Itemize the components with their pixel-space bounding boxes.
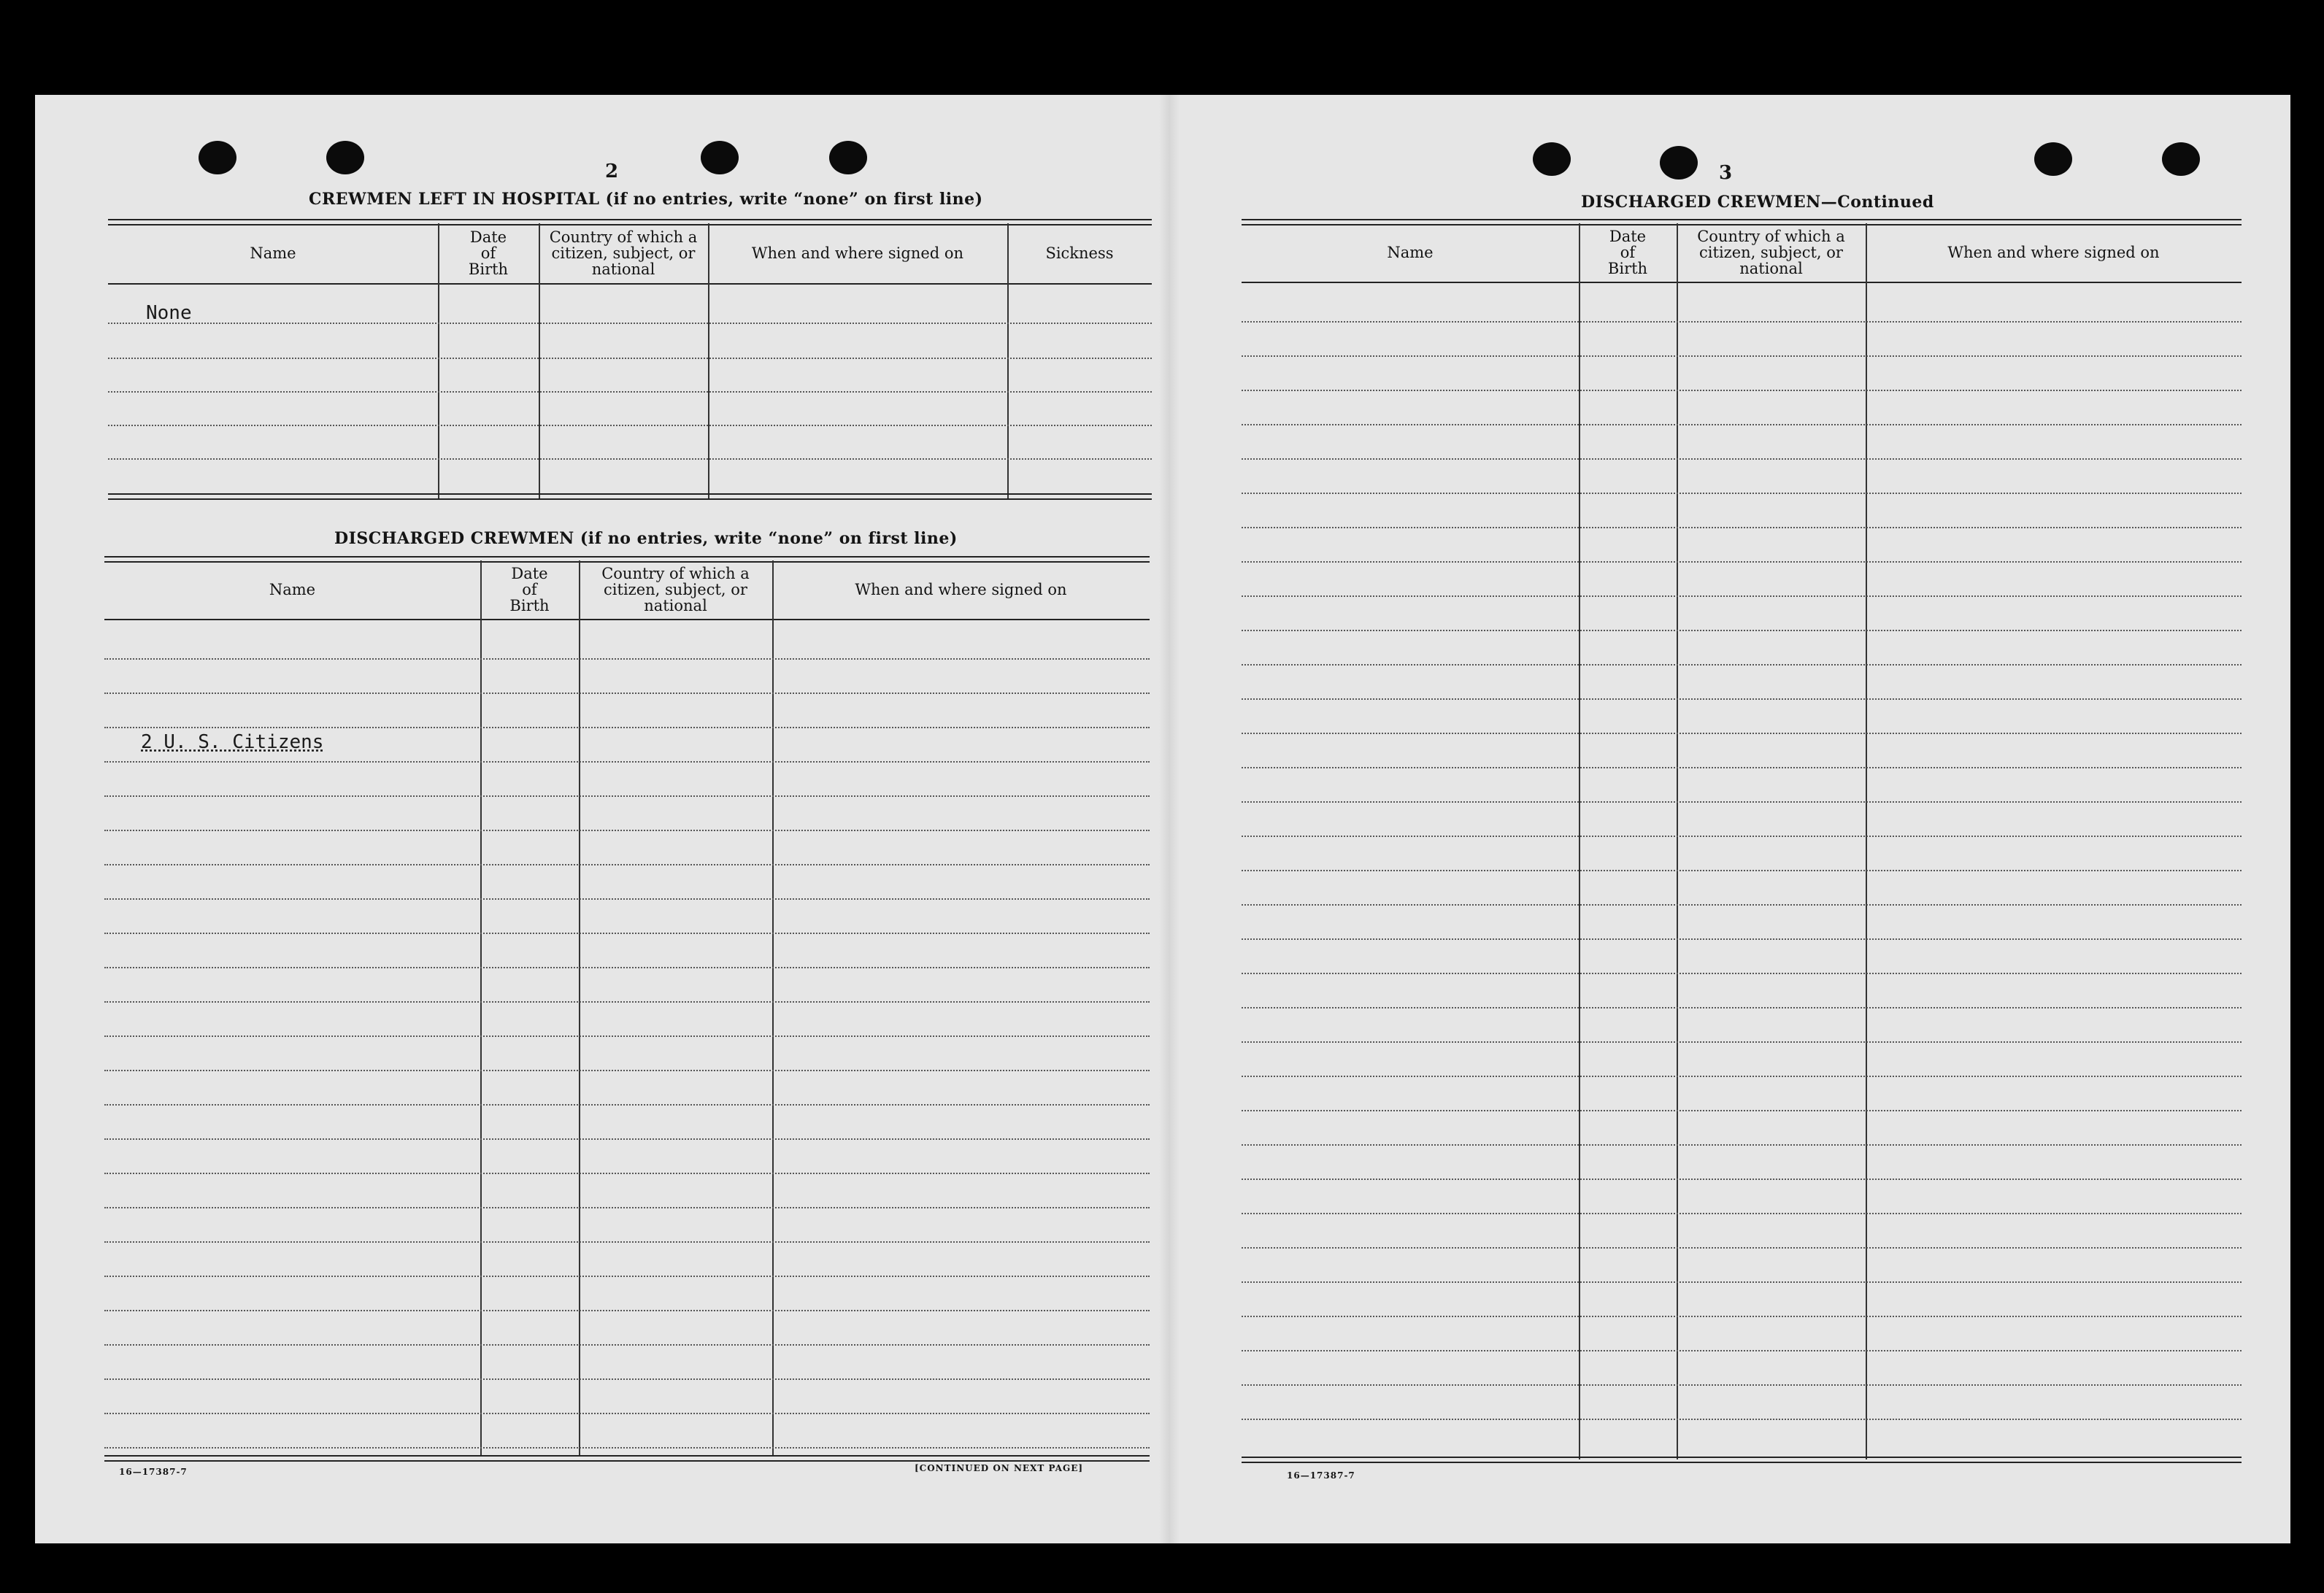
form-number: 16—17387-7 xyxy=(119,1467,188,1477)
row-line xyxy=(1242,938,2242,940)
row-line xyxy=(1242,1247,2242,1249)
punch-hole xyxy=(1660,146,1698,180)
left-page xyxy=(35,95,1159,1543)
row-line xyxy=(1242,801,2242,803)
row-line xyxy=(104,1138,1150,1140)
punch-hole xyxy=(2034,142,2072,176)
hospital-section-title: CREWMEN LEFT IN HOSPITAL (if no entries, write “none” on first line) xyxy=(309,190,983,209)
discharged-continued-table xyxy=(1242,219,2242,1474)
row-line xyxy=(104,1207,1150,1208)
row-line xyxy=(104,1344,1150,1346)
col-header-country: Country of which a citizen, subject, or national xyxy=(1697,228,1845,277)
column-divider xyxy=(480,560,482,1457)
header-rule xyxy=(104,619,1150,620)
row-line xyxy=(1242,1350,2242,1351)
column-divider xyxy=(772,560,774,1457)
row-line xyxy=(1242,321,2242,323)
row-line xyxy=(1242,1281,2242,1283)
page-number: 3 xyxy=(1718,162,1733,184)
row-line xyxy=(104,898,1150,900)
table-bottom-rule xyxy=(1242,1457,2242,1463)
row-line xyxy=(1242,1076,2242,1077)
row-line xyxy=(1242,870,2242,871)
discharged-section-title: DISCHARGED CREWMEN (if no entries, write “none” on first line) xyxy=(334,529,958,548)
punch-hole xyxy=(1533,142,1571,176)
row-line xyxy=(104,1104,1150,1106)
table-bottom-rule xyxy=(108,493,1152,500)
row-line xyxy=(1242,527,2242,528)
punch-hole xyxy=(199,141,236,174)
row-line xyxy=(104,864,1150,865)
col-header-dob: Date of Birth xyxy=(509,565,550,614)
column-divider xyxy=(1866,223,1867,1459)
right-page xyxy=(1180,95,2290,1543)
row-line xyxy=(1242,767,2242,768)
row-line xyxy=(1242,561,2242,563)
discharged-entry: 2 U. S. Citizens xyxy=(141,731,324,753)
row-line xyxy=(1242,595,2242,597)
row-line xyxy=(1242,458,2242,460)
punch-hole xyxy=(701,141,739,174)
row-line xyxy=(104,795,1150,797)
row-line xyxy=(104,1173,1150,1174)
row-line xyxy=(1242,664,2242,666)
column-divider xyxy=(1677,223,1678,1459)
row-line xyxy=(108,458,1152,460)
row-line xyxy=(108,358,1152,359)
header-rule xyxy=(1242,282,2242,283)
row-line xyxy=(1242,1419,2242,1420)
col-header-when-where: When and where signed on xyxy=(751,244,964,262)
row-line xyxy=(1242,390,2242,391)
page-fold xyxy=(1159,95,1180,1543)
table-bottom-rule xyxy=(104,1455,1150,1462)
row-line xyxy=(104,1241,1150,1243)
row-line xyxy=(1242,904,2242,906)
row-line xyxy=(104,1310,1150,1311)
col-header-name: Name xyxy=(269,581,316,598)
form-number: 16—17387-7 xyxy=(1287,1470,1355,1481)
row-line xyxy=(104,933,1150,934)
row-line xyxy=(104,1447,1150,1449)
row-line xyxy=(1242,1213,2242,1214)
col-header-dob: Date of Birth xyxy=(1607,228,1648,277)
row-line xyxy=(104,1276,1150,1277)
row-line xyxy=(104,1378,1150,1380)
column-divider xyxy=(579,560,580,1457)
header-rule xyxy=(108,283,1152,285)
row-line xyxy=(108,425,1152,426)
row-line xyxy=(104,967,1150,968)
discharged-continued-title: DISCHARGED CREWMEN—Continued xyxy=(1581,193,1934,212)
col-header-name: Name xyxy=(250,244,296,262)
row-line xyxy=(1242,1144,2242,1146)
row-line xyxy=(104,658,1150,660)
page-number: 2 xyxy=(604,161,619,182)
row-line xyxy=(104,1035,1150,1037)
row-line xyxy=(1242,1110,2242,1111)
row-line xyxy=(1242,836,2242,837)
row-line xyxy=(104,727,1150,728)
col-header-country: Country of which a citizen, subject, or national xyxy=(549,228,698,278)
col-header-sickness: Sickness xyxy=(1045,244,1114,262)
row-line xyxy=(104,1001,1150,1003)
col-header-when-where: When and where signed on xyxy=(1947,244,2160,261)
col-header-name: Name xyxy=(1387,244,1434,261)
col-header-country: Country of which a citizen, subject, or national xyxy=(601,565,750,614)
row-line xyxy=(104,830,1150,831)
row-line xyxy=(1242,1007,2242,1008)
row-line xyxy=(1242,1041,2242,1043)
row-line xyxy=(104,761,1150,763)
row-line xyxy=(108,391,1152,393)
row-line xyxy=(1242,733,2242,734)
discharged-table xyxy=(104,556,1150,1483)
row-line xyxy=(1242,424,2242,425)
row-line xyxy=(1242,973,2242,974)
punch-hole xyxy=(829,141,867,174)
row-line xyxy=(104,1413,1150,1414)
hospital-entry: None xyxy=(146,302,192,324)
row-line xyxy=(1242,1179,2242,1180)
row-line xyxy=(104,693,1150,694)
continued-note: [CONTINUED ON NEXT PAGE] xyxy=(915,1463,1084,1473)
column-divider xyxy=(1579,223,1580,1459)
col-header-dob: Date of Birth xyxy=(468,228,509,278)
col-header-when-where: When and where signed on xyxy=(855,581,1067,598)
row-line xyxy=(1242,1384,2242,1386)
row-line xyxy=(1242,1316,2242,1317)
row-line xyxy=(1242,493,2242,494)
document-sheet xyxy=(35,95,2290,1543)
row-line xyxy=(104,1070,1150,1071)
punch-hole xyxy=(2162,142,2200,176)
row-line xyxy=(1242,355,2242,357)
punch-hole xyxy=(326,141,364,174)
row-line xyxy=(1242,630,2242,631)
row-line xyxy=(1242,698,2242,700)
row-line xyxy=(108,323,1152,324)
